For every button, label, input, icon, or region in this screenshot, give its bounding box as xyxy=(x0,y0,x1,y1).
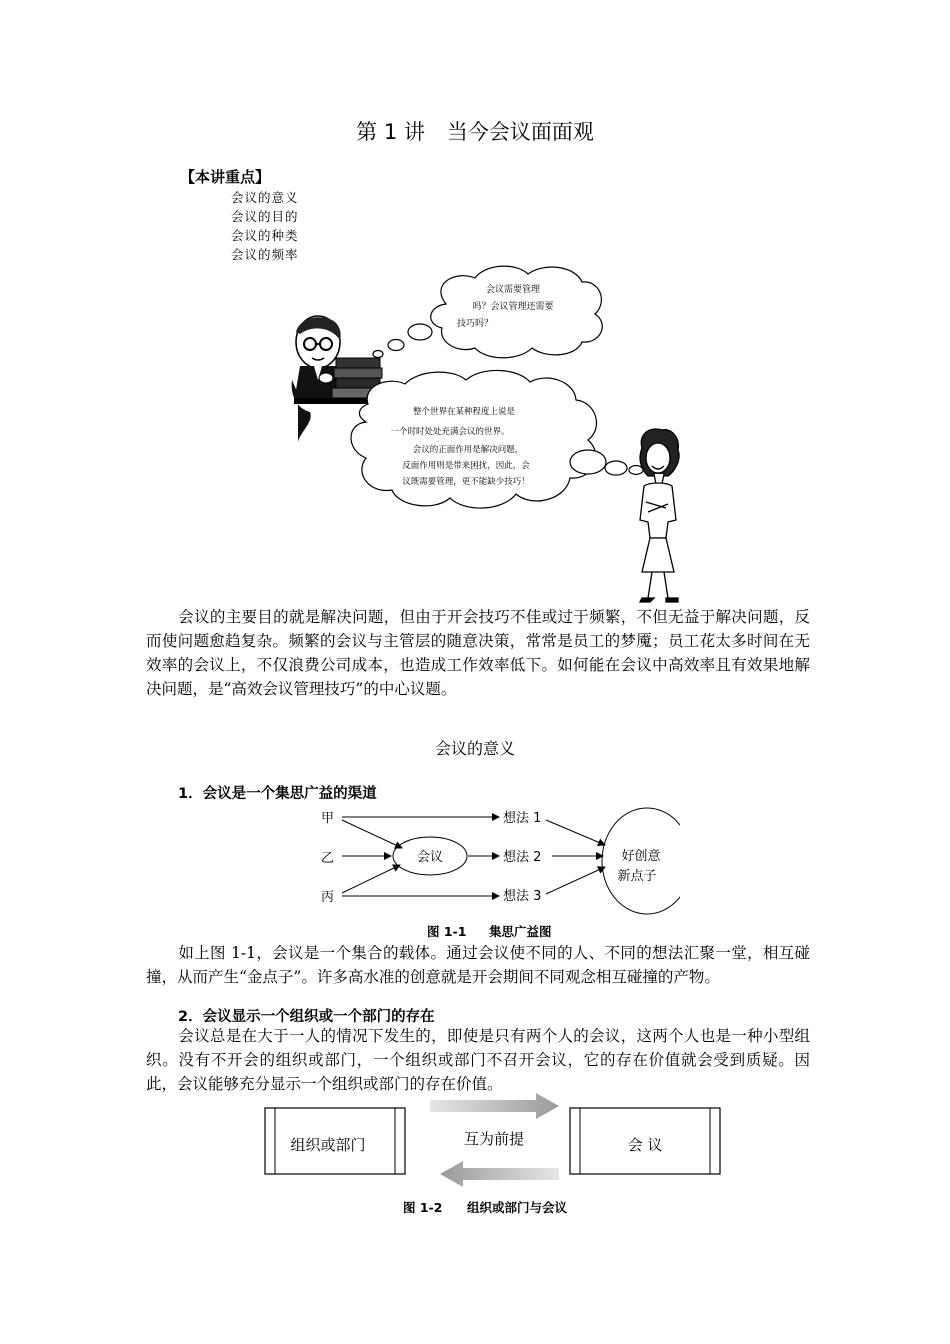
point1-heading: 1．会议是一个集思广益的渠道 xyxy=(178,786,377,802)
woman-bubble-line: 一个时时处处充满会议的世界。 xyxy=(390,427,510,437)
meeting-box-label: 会 议 xyxy=(627,1136,663,1154)
mutual-premise-label: 互为前提 xyxy=(463,1130,525,1148)
man-bubble-line: 吗？会议管理还需要 xyxy=(472,302,554,312)
chapter-name: 当今会议面面观 xyxy=(446,120,594,144)
meeting-label: 会议 xyxy=(416,850,444,865)
point2-text: 会议总是在大于一人的情况下发生的，即使是只有两个人的会议，这两个人也是一种小型组织。没有不开会的组织或部门，一个组织或部门不召开会议，它的存在价值就会受到质疑。因此，会议能够充分显示一个组织或部门的存在价值。 xyxy=(146,1027,810,1093)
woman-figure xyxy=(640,429,679,602)
org-box-label: 组织或部门 xyxy=(290,1136,366,1154)
point1-text: 如上图 1-1，会议是一个集合的载体。通过会议使不同的人、不同的想法汇聚一堂，相互碰撞，从而产生“金点子”。许多高水准的创意就是开会期间不同观念相互碰撞的产物。 xyxy=(146,944,810,986)
chapter-number: 第 1 讲 xyxy=(356,120,425,144)
point1-paragraph xyxy=(146,941,810,989)
woman-bubble-line: 整个世界在某种程度上说是 xyxy=(412,407,516,417)
figure-1-2-diagram xyxy=(258,1092,728,1187)
point2-paragraph xyxy=(146,1024,810,1096)
arrow-left xyxy=(440,1161,559,1187)
idea-label: 想法 3 xyxy=(503,889,542,904)
man-bubble-line: 会议需要管理 xyxy=(485,285,541,295)
point2-heading: 2．会议显示一个组织或一个部门的存在 xyxy=(178,1009,435,1025)
key-point-item: 会议的目的 xyxy=(231,209,299,224)
result-label: 新点子 xyxy=(617,869,657,884)
man-bubble-line: 技巧吗？ xyxy=(456,319,494,329)
woman-bubble-line: 议既需要管理，更不能缺少技巧！ xyxy=(402,477,530,487)
figure-1-1-diagram xyxy=(300,800,680,920)
arrow-right xyxy=(430,1093,559,1119)
figure-1-1-caption-text: 集思广益图 xyxy=(489,924,552,939)
cartoon-illustration xyxy=(270,262,700,607)
section-heading: 会议的意义 xyxy=(434,739,515,758)
key-points-heading: 【本讲重点】 xyxy=(180,168,271,186)
intro-text: 会议的主要目的就是解决问题，但由于开会技巧不佳或过于频繁，不但无益于解决问题，反而使问题愈趋复杂。频繁的会议与主管层的随意决策，常常是员工的梦魇；员工花太多时间在无效率的会议上，不仅浪费公司成本，也造成工作效率低下。如何能在会议中高效率且有效果地解决问题，是“高效会议管理技巧”的中心议题。 xyxy=(146,608,810,698)
intro-paragraph xyxy=(146,605,810,701)
idea-label: 想法 1 xyxy=(503,811,542,826)
key-point-item: 会议的频率 xyxy=(231,247,299,262)
figure-1-2-caption-number: 图 1-2 xyxy=(403,1200,443,1215)
person-label: 乙 xyxy=(321,851,335,866)
key-point-item: 会议的种类 xyxy=(231,228,299,243)
figure-1-2-caption-text: 组织或部门与会议 xyxy=(467,1200,568,1215)
page-title xyxy=(0,116,950,146)
woman-bubble-line: 会议的正面作用是解决问题， xyxy=(412,445,524,455)
person-label: 丙 xyxy=(321,890,335,905)
result-label: 好创意 xyxy=(621,849,661,864)
figure-1-1-caption-number: 图 1-1 xyxy=(427,924,467,939)
woman-thought-bubble xyxy=(351,370,643,508)
person-label: 甲 xyxy=(321,811,335,826)
key-point-item: 会议的意义 xyxy=(231,190,299,205)
idea-label: 想法 2 xyxy=(503,850,542,865)
woman-bubble-line: 反面作用则是带来困扰，因此，会 xyxy=(402,461,530,471)
